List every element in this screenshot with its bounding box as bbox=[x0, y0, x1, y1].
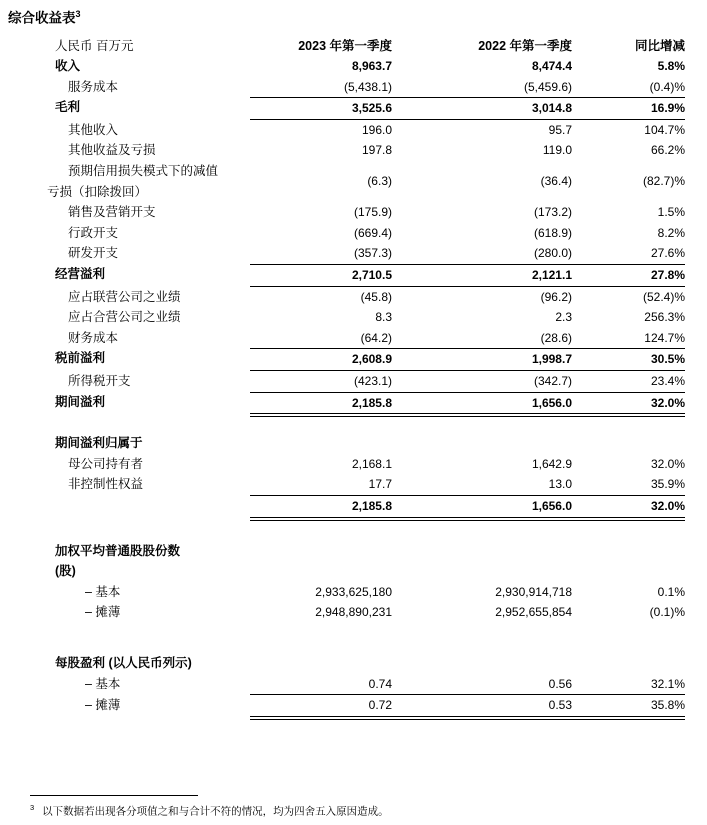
row-label: 应占联营公司之业绩 bbox=[68, 289, 181, 304]
table-row bbox=[0, 433, 707, 454]
table-row bbox=[0, 371, 707, 392]
value-2023-cell: 2,185.8 bbox=[250, 392, 392, 418]
row-label: 毛利 bbox=[55, 100, 81, 115]
yoy-change-cell: 35.8% bbox=[572, 695, 685, 720]
value-2022-cell: (5,459.6) bbox=[523, 79, 572, 94]
yoy-change-cell bbox=[572, 433, 685, 454]
value-2022-cell: 2.3 bbox=[555, 310, 572, 325]
row-spacer bbox=[0, 521, 707, 541]
value-2022-cell: 1,642.9 bbox=[531, 456, 572, 471]
row-label bbox=[0, 161, 250, 202]
yoy-change-cell bbox=[572, 653, 685, 674]
row-label: 母公司持有者 bbox=[68, 456, 144, 471]
table-row bbox=[0, 674, 707, 696]
value-2022-cell: (28.6) bbox=[540, 330, 572, 345]
row-label: – 基本 bbox=[85, 584, 121, 599]
value-2022-cell: (280.0) bbox=[533, 246, 572, 261]
yoy-change-cell: 30.5% bbox=[572, 348, 685, 371]
value-2022-cell: 3,014.8 bbox=[392, 97, 572, 120]
column-header-yoy: 同比增减 bbox=[634, 38, 685, 53]
table-row bbox=[0, 392, 707, 418]
row-label: 非控制性权益 bbox=[68, 477, 144, 492]
yoy-change-cell: 27.8% bbox=[572, 264, 685, 287]
yoy-change-cell: 27.6% bbox=[650, 246, 685, 261]
row-label: 销售及营销开支 bbox=[68, 205, 156, 220]
page-title-text: 综合收益表 bbox=[8, 10, 76, 26]
row-label: – 基本 bbox=[85, 676, 121, 691]
yoy-change-cell: 66.2% bbox=[650, 143, 685, 158]
row-label: 每股盈利 (以人民币列示) bbox=[55, 655, 192, 670]
value-2022-cell: 8,474.4 bbox=[531, 59, 572, 74]
table-row bbox=[0, 328, 707, 349]
value-2023-cell: 196.0 bbox=[361, 122, 392, 137]
row-label-line1: 预期信用损失模式下的减值 bbox=[68, 164, 219, 179]
yoy-change-cell: 0.1% bbox=[657, 584, 685, 599]
row-label bbox=[0, 495, 250, 521]
column-header-unit: 人民币 百万元 bbox=[55, 38, 134, 53]
value-2023-cell: 8.3 bbox=[375, 310, 392, 325]
table-row bbox=[0, 264, 707, 287]
table-row bbox=[0, 495, 707, 521]
value-2022-cell: 1,656.0 bbox=[392, 392, 572, 418]
table-row bbox=[0, 140, 707, 161]
table-row bbox=[0, 223, 707, 244]
table-row bbox=[0, 161, 707, 202]
value-2022-cell: (342.7) bbox=[533, 374, 572, 388]
yoy-change-cell: 104.7% bbox=[644, 122, 685, 137]
row-label: 其他收入 bbox=[68, 122, 119, 137]
value-2022-cell bbox=[392, 653, 572, 674]
row-label: 研发开支 bbox=[68, 246, 119, 261]
value-2022-cell: 119.0 bbox=[542, 143, 572, 158]
row-label: (股) bbox=[55, 564, 76, 579]
value-2022-cell: 2,930,914,718 bbox=[495, 584, 572, 599]
table-row bbox=[0, 97, 707, 120]
value-2022-cell: 0.53 bbox=[392, 695, 572, 720]
row-label: 税前溢利 bbox=[55, 351, 106, 366]
value-2023-cell: 0.72 bbox=[250, 695, 392, 720]
yoy-change-cell: (0.1)% bbox=[649, 605, 685, 620]
table-body bbox=[0, 56, 707, 720]
table-row bbox=[0, 287, 707, 308]
value-2023-cell: (175.9) bbox=[353, 205, 392, 220]
value-2023-cell: 17.7 bbox=[368, 477, 392, 492]
footnote-ref: 3 bbox=[30, 803, 35, 812]
value-2023-cell bbox=[250, 653, 392, 674]
footnote-text: 以下数据若出现各分项值之和与合计不符的情况，均为四舍五入原因造成。 bbox=[42, 805, 389, 818]
table-row bbox=[0, 582, 707, 603]
table-row bbox=[0, 454, 707, 475]
yoy-change-cell: 32.0% bbox=[650, 456, 685, 471]
row-label: – 摊薄 bbox=[85, 605, 121, 620]
table-row bbox=[0, 243, 707, 264]
value-2022-cell: 0.56 bbox=[392, 674, 572, 696]
income-statement-table bbox=[0, 36, 707, 720]
value-2022-cell: (96.2) bbox=[540, 289, 572, 304]
table-row bbox=[0, 307, 707, 328]
yoy-change-cell: 35.9% bbox=[650, 477, 685, 492]
column-header-2022: 2022 年第一季度 bbox=[478, 38, 572, 53]
value-2023-cell: (669.4) bbox=[353, 225, 392, 240]
yoy-change-cell: 32.0% bbox=[572, 495, 685, 521]
row-label: 经营溢利 bbox=[55, 267, 106, 282]
value-2023-cell bbox=[250, 541, 392, 562]
value-2022-cell: (618.9) bbox=[533, 225, 572, 240]
value-2023-cell: 3,525.6 bbox=[250, 97, 392, 120]
row-label: 其他收益及亏损 bbox=[68, 143, 156, 158]
row-label: 行政开支 bbox=[68, 225, 119, 240]
row-label: 收入 bbox=[55, 59, 81, 74]
value-2023-cell: 0.74 bbox=[250, 674, 392, 696]
table-row bbox=[0, 120, 707, 141]
row-label: 期间溢利 bbox=[55, 394, 106, 409]
yoy-change-cell: 32.0% bbox=[572, 392, 685, 418]
row-label: – 摊薄 bbox=[85, 698, 121, 713]
value-2022-cell: (173.2) bbox=[533, 205, 572, 220]
row-spacer bbox=[0, 623, 707, 653]
row-label: 财务成本 bbox=[68, 330, 119, 345]
footnote-area bbox=[30, 795, 690, 819]
value-2023-cell bbox=[250, 433, 392, 454]
value-2022-cell bbox=[392, 433, 572, 454]
table-row bbox=[0, 77, 707, 98]
yoy-change-cell: 8.2% bbox=[657, 225, 685, 240]
yoy-change-cell: 23.4% bbox=[650, 374, 685, 388]
table-row bbox=[0, 695, 707, 720]
value-2022-cell: (36.4) bbox=[540, 174, 572, 189]
value-2022-cell: 1,656.0 bbox=[392, 495, 572, 521]
value-2023-cell: (423.1) bbox=[353, 374, 392, 388]
value-2023-cell: 2,185.8 bbox=[250, 495, 392, 521]
yoy-change-cell: (0.4)% bbox=[649, 79, 685, 94]
value-2023-cell: 2,933,625,180 bbox=[315, 584, 392, 599]
value-2022-cell: 2,952,655,854 bbox=[495, 605, 572, 620]
yoy-change-cell: 16.9% bbox=[572, 97, 685, 120]
table-row bbox=[0, 56, 707, 77]
row-label: 应占合营公司之业绩 bbox=[68, 310, 181, 325]
row-label-line2: 亏损（扣除拨回） bbox=[47, 184, 148, 199]
yoy-change-cell: (82.7)% bbox=[642, 174, 685, 189]
title-footnote-ref: 3 bbox=[75, 9, 81, 19]
column-header-2023: 2023 年第一季度 bbox=[298, 38, 392, 53]
table-row bbox=[0, 541, 707, 562]
table-header-row bbox=[0, 36, 707, 57]
yoy-change-cell: 256.3% bbox=[644, 310, 685, 325]
yoy-change-cell: 1.5% bbox=[657, 205, 685, 220]
value-2022-cell: 1,998.7 bbox=[392, 348, 572, 371]
value-2023-cell: 2,710.5 bbox=[250, 264, 392, 287]
table-row bbox=[0, 474, 707, 495]
value-2023-cell bbox=[250, 561, 392, 582]
row-spacer bbox=[0, 417, 707, 433]
yoy-change-cell bbox=[572, 541, 685, 562]
table-row bbox=[0, 653, 707, 674]
value-2022-cell bbox=[392, 541, 572, 562]
value-2023-cell: 8,963.7 bbox=[351, 59, 392, 74]
value-2023-cell: 2,168.1 bbox=[351, 456, 392, 471]
yoy-change-cell: 32.1% bbox=[572, 674, 685, 696]
table-row bbox=[0, 348, 707, 371]
value-2023-cell: 197.8 bbox=[361, 143, 392, 158]
value-2023-cell: (357.3) bbox=[353, 246, 392, 261]
footnote-divider bbox=[30, 795, 198, 796]
value-2023-cell: (64.2) bbox=[360, 330, 392, 345]
value-2022-cell: 13.0 bbox=[548, 477, 572, 492]
yoy-change-cell: 5.8% bbox=[657, 59, 685, 74]
yoy-change-cell: (52.4)% bbox=[642, 289, 685, 304]
table-row bbox=[0, 561, 707, 582]
yoy-change-cell: 124.7% bbox=[644, 330, 685, 345]
table-row bbox=[0, 202, 707, 223]
value-2023-cell: 2,948,890,231 bbox=[315, 605, 392, 620]
footnote bbox=[30, 801, 690, 819]
row-label: 加权平均普通股股份数 bbox=[55, 543, 181, 558]
value-2022-cell: 2,121.1 bbox=[392, 264, 572, 287]
page-title bbox=[8, 6, 707, 27]
row-label: 期间溢利归属于 bbox=[55, 436, 143, 451]
value-2023-cell: (5,438.1) bbox=[343, 79, 392, 94]
value-2022-cell: 95.7 bbox=[548, 122, 572, 137]
table-row bbox=[0, 602, 707, 623]
yoy-change-cell bbox=[572, 561, 685, 582]
row-label: 服务成本 bbox=[68, 79, 119, 94]
value-2022-cell bbox=[392, 561, 572, 582]
value-2023-cell: (45.8) bbox=[360, 289, 392, 304]
row-label: 所得税开支 bbox=[68, 374, 131, 388]
value-2023-cell: (6.3) bbox=[367, 174, 392, 189]
value-2023-cell: 2,608.9 bbox=[250, 348, 392, 371]
